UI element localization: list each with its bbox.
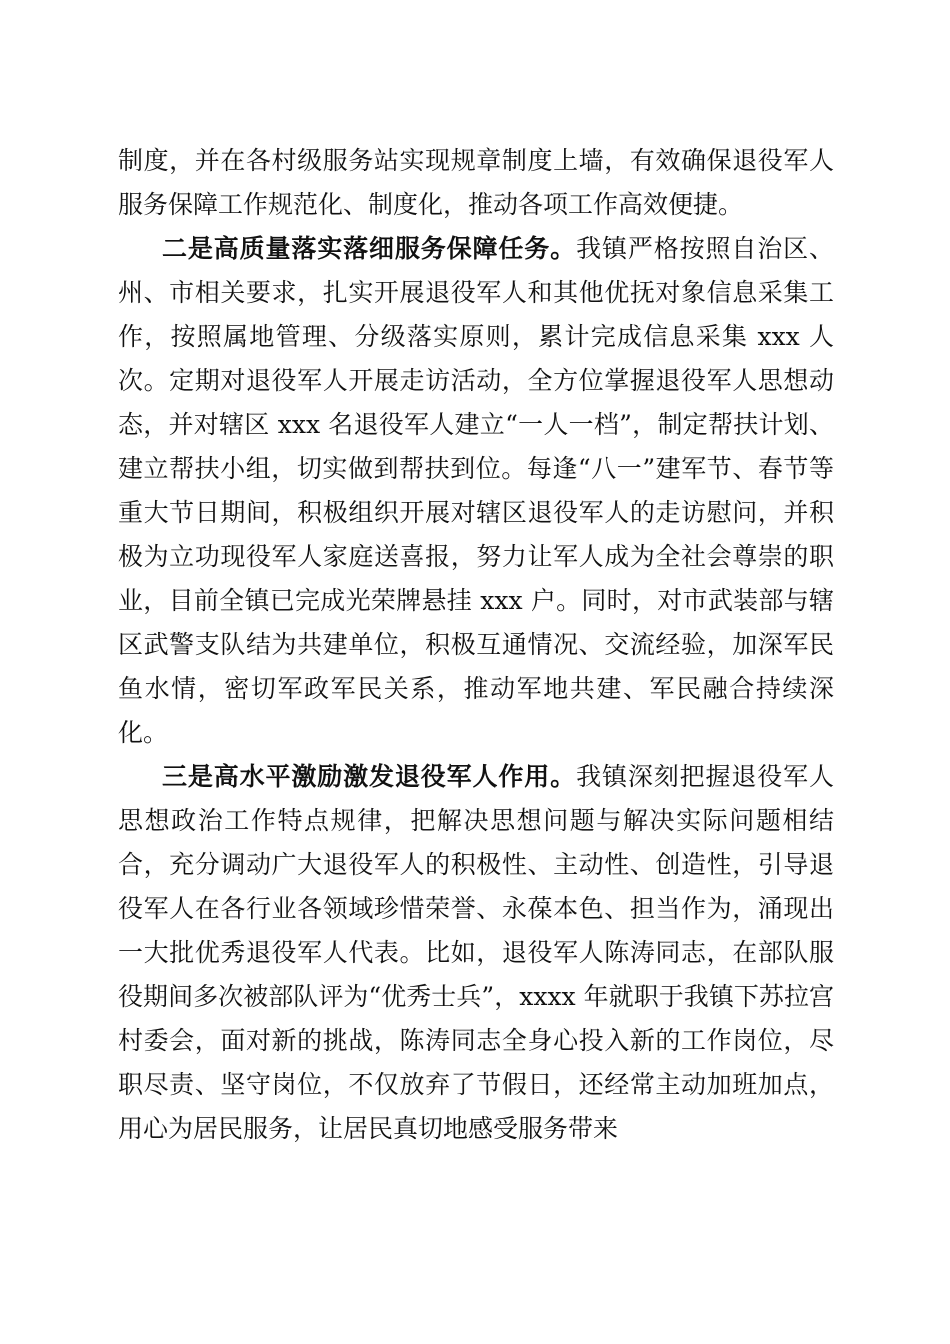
paragraph-text: 我镇严格按照自治区、州、市相关要求，扎实开展退役军人和其他优抚对象信息采集工作，按照属地管理、分级落实原则，累计完成信息采集 xxx 人次。定期对退役军人开展走访活动，全方位掌握退役军人思想动态，并对辖区 xxx 名退役军人建立“一人一档”，制定帮扶计划、建立帮扶小组，切实做到帮扶到位。每逢“八一”建军节、春节等重大节日期间，积极组织开展对辖区退役军人的走访慰问，并积极为立功现役军人家庭送喜报，努力让军人成为全社会尊崇的职业，目前全镇已完成光荣牌悬挂 xxx 户。同时，对市武装部与辖区武警支队结为共建单位，积极互通情况、交流经验，加深军民鱼水情，密切军政军民关系，推动军地共建、军民融合持续深化。 bbox=[118, 234, 834, 747]
paragraph-text: 制度，并在各村级服务站实现规章制度上墙，有效确保退役军人服务保障工作规范化、制度化，推动各项工作高效便捷。 bbox=[118, 146, 834, 219]
paragraph-service-guarantee bbox=[118, 227, 834, 755]
document-body bbox=[118, 139, 834, 1151]
paragraph-heading: 三是高水平激励激发退役军人作用。 bbox=[162, 762, 577, 791]
paragraph-veteran-role bbox=[118, 755, 834, 1151]
paragraph-heading: 二是高质量落实落细服务保障任务。 bbox=[162, 234, 577, 263]
paragraph-continuation bbox=[118, 139, 834, 227]
paragraph-text: 我镇深刻把握退役军人思想政治工作特点规律，把解决思想问题与解决实际问题相结合，充分调动广大退役军人的积极性、主动性、创造性，引导退役军人在各行业各领域珍惜荣誉、永葆本色、担当作为，涌现出一大批优秀退役军人代表。比如，退役军人陈涛同志，在部队服役期间多次被部队评为“优秀士兵”，xxxx 年就职于我镇下苏拉宫村委会，面对新的挑战，陈涛同志全身心投入新的工作岗位，尽职尽责、坚守岗位，不仅放弃了节假日，还经常主动加班加点，用心为居民服务，让居民真切地感受服务带来 bbox=[118, 762, 834, 1143]
